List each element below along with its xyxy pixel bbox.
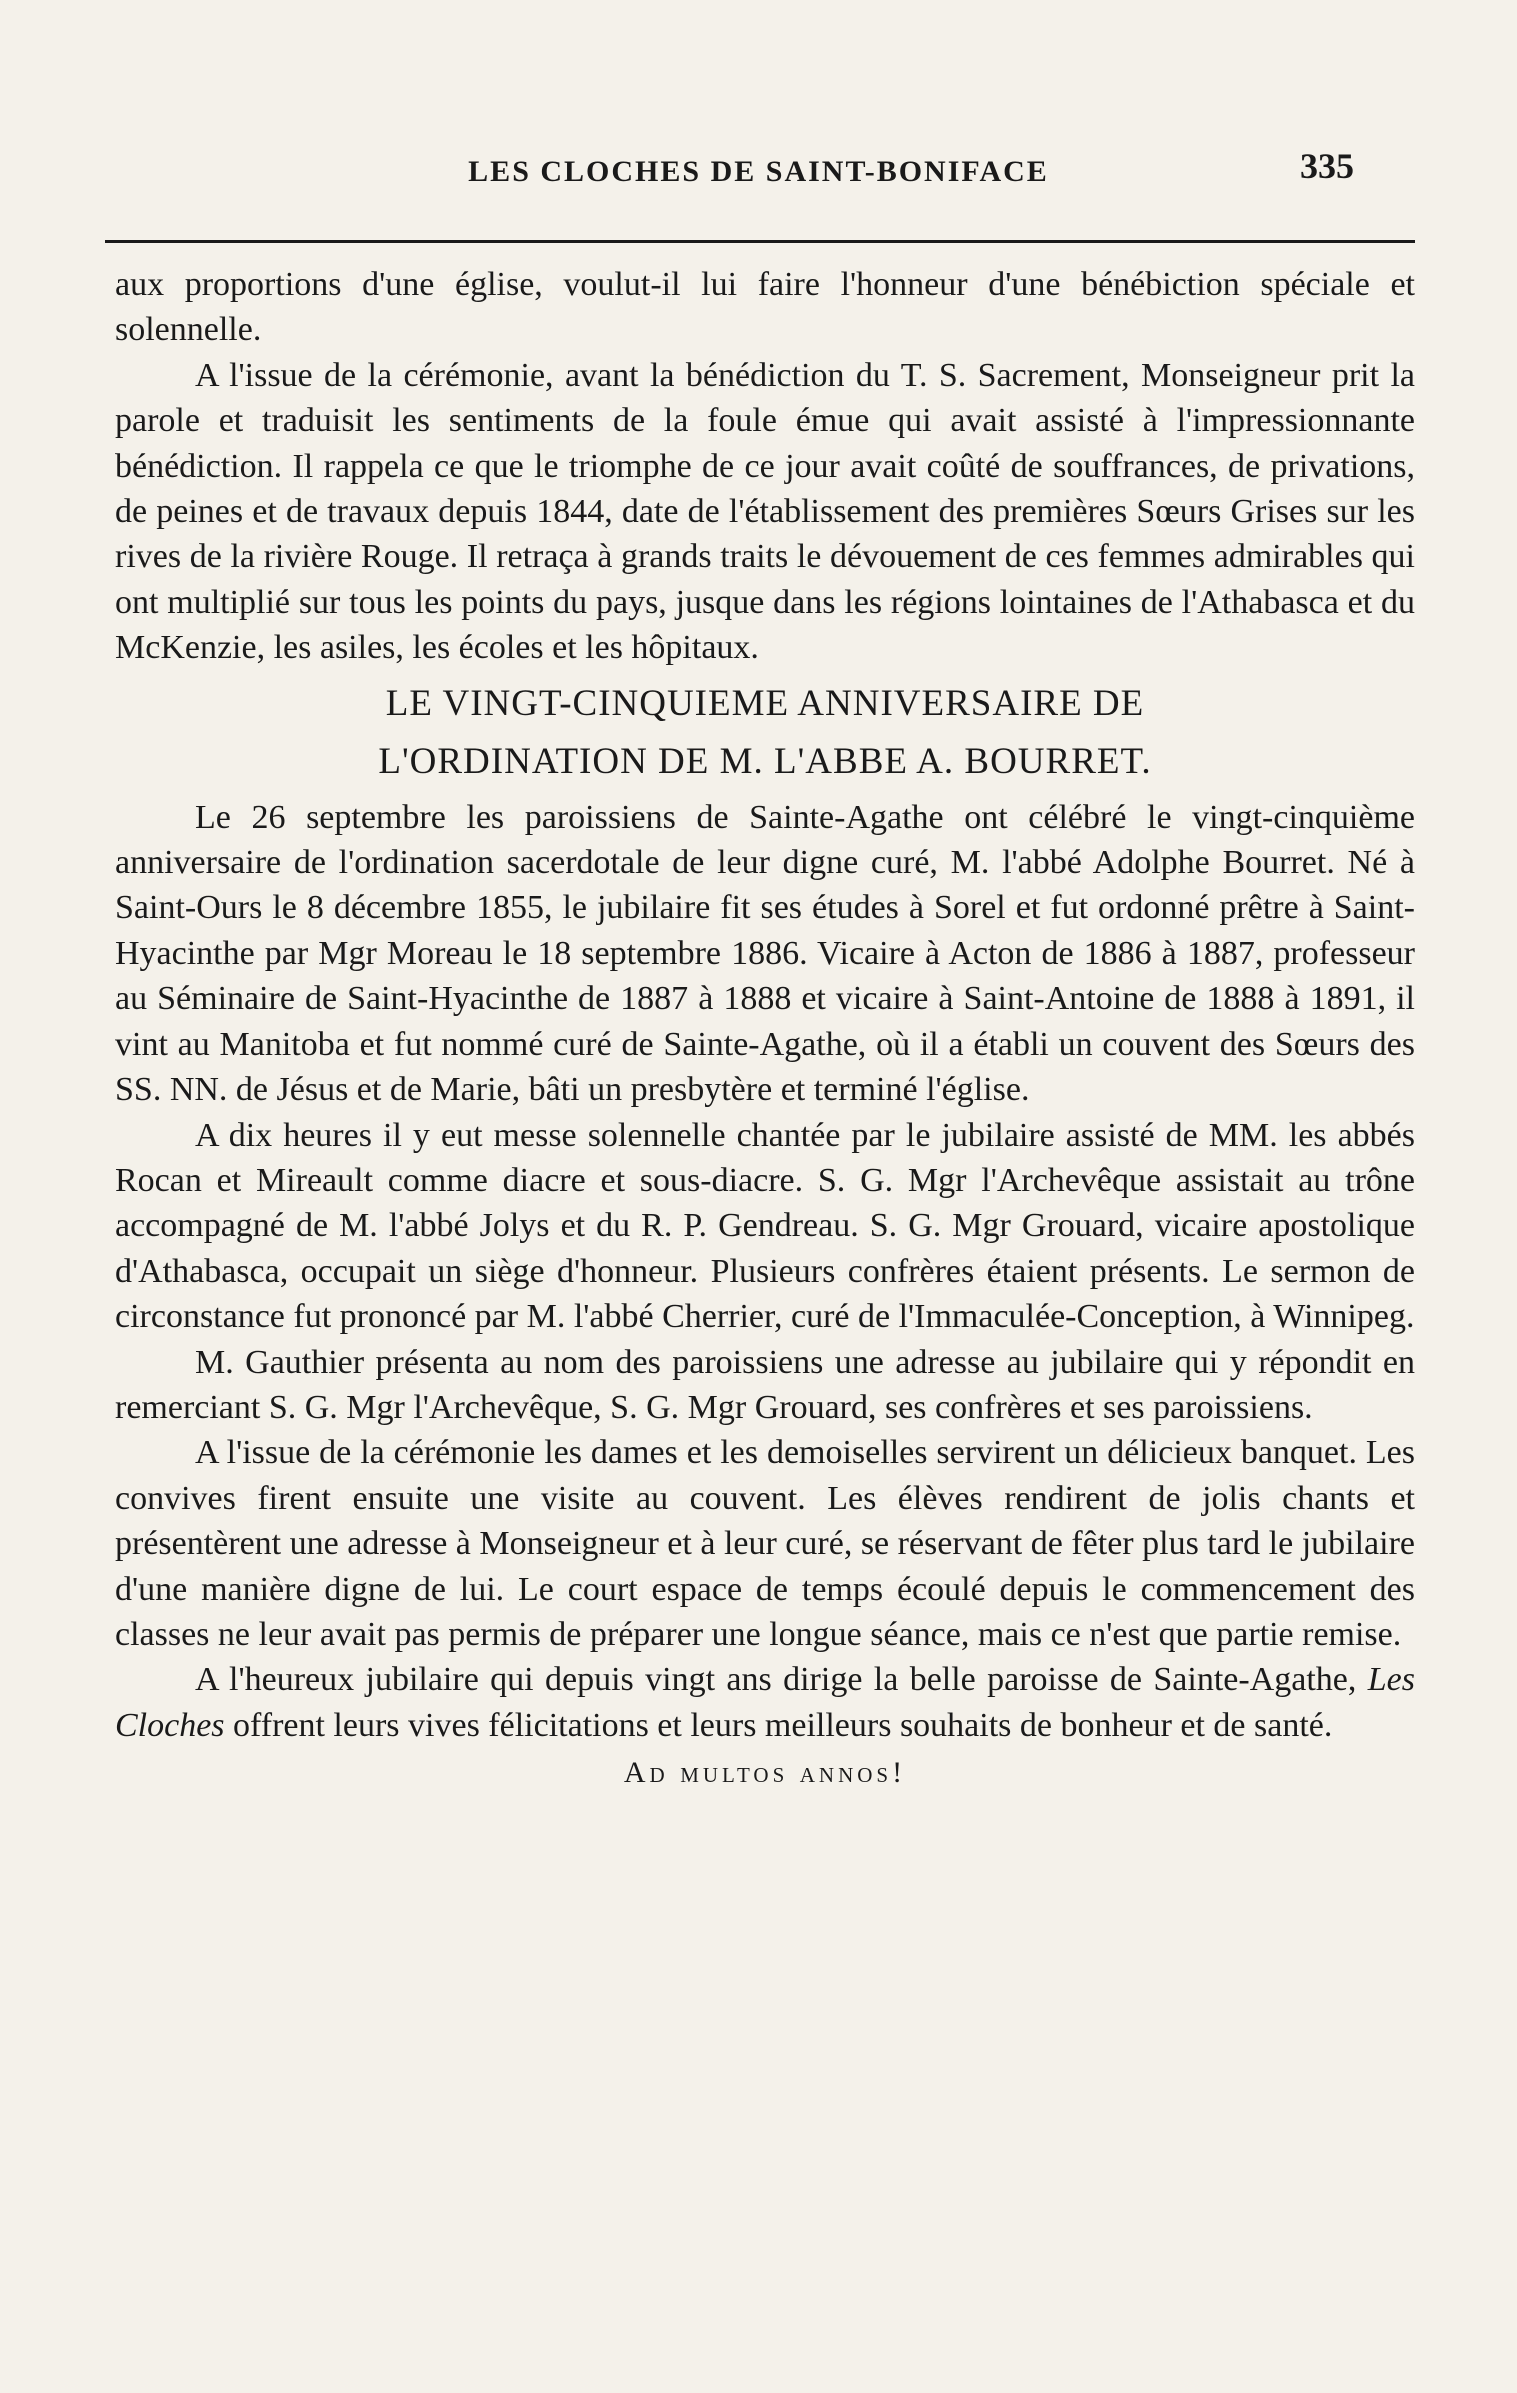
paragraph-ceremony: A l'issue de la cérémonie, avant la bénédiction du T. S. Sacrement, Monseigneur prit la parole et traduisit les sentiments de la foule émue qui avait assisté à l'impressionnante bénédiction. Il rappela ce que le triomphe de ce jour avait coûté de souffrances, de privations, de peines et de travaux depuis 1844, date de l'établissement des premières Sœurs Grises sur les rives de la rivière Rouge. Il retraça à grands traits le dévouement de ces femmes admirables qui ont multiplié sur tous les points du pays, jusque dans les régions lointaines de l'Athabasca et du McKenzie, les asiles, les écoles et les hôpitaux. [115, 356, 1415, 667]
paragraph-congratulations [115, 1657, 1415, 1748]
congratulations-text-end: offrent leurs vives félicitations et leurs meilleurs souhaits de bonheur et de santé. [224, 1706, 1333, 1744]
section-heading [115, 675, 1415, 791]
paragraph-anniversary: Le 26 septembre les paroissiens de Sainte-Agathe ont célébré le vingt-cinquième anniversaire de l'ordination sacerdotale de leur digne curé, M. l'abbé Adolphe Bourret. Né à Saint-Ours le 8 décembre 1855, le jubilaire fit ses études à Sorel et fut ordonné prêtre à Saint-Hyacinthe par Mgr Moreau le 18 septembre 1886. Vicaire à Acton de 1886 à 1887, professeur au Séminaire de Saint-Hyacinthe de 1887 à 1888 et vicaire à Saint-Antoine de 1888 à 1891, il vint au Manitoba et fut nommé curé de Sainte-Agathe, où il a établi un couvent des Sœurs des SS. NN. de Jésus et de Marie, bâti un presbytère et terminé l'église. [115, 798, 1415, 1109]
header-rule [105, 240, 1415, 243]
journal-title: Les Cloches [115, 1661, 1415, 1744]
running-head: LES CLOCHES DE SAINT-BONIFACE [468, 155, 1049, 188]
paragraph-banquet: A l'issue de la cérémonie les dames et les demoiselles servirent un délicieux banquet. Les convives firent ensuite une visite au couvent. Les élèves rendirent de jolis chants et présentèrent une adresse à Monseigneur et à leur curé, se réservant de fêter plus tard le jubilaire d'une manière digne de lui. Le court espace de temps écoulé depuis le commencement des classes ne leur avait pas permis de préparer une longue séance, mais ce n'est que partie remise. [115, 1434, 1415, 1653]
congratulations-text-start: A l'heureux jubilaire qui depuis vingt ans dirige la belle paroisse de Sainte-Agathe, [195, 1661, 1368, 1699]
section-heading-line-1: LE VINGT-CINQUIEME ANNIVERSAIRE DE [385, 682, 1145, 724]
paragraph-address: M. Gauthier présenta au nom des paroissiens une adresse au jubilaire qui y répondit en remerciant S. G. Mgr l'Archevêque, S. G. Mgr Grouard, ses confrères et ses paroissiens. [115, 1343, 1415, 1426]
paragraph-mass: A dix heures il y eut messe solennelle chantée par le jubilaire assisté de MM. les abbés Rocan et Mireault comme diacre et sous-diacre. S. G. Mgr l'Archevêque assistait au trône accompagné de M. l'abbé Jolys et du R. P. Gendreau. S. G. Mgr Grouard, vicaire apostolique d'Athabasca, occupait un siège d'honneur. Plusieurs confrères étaient présents. Le sermon de circonstance fut prononcé par M. l'abbé Cherrier, curé de l'Immaculée-Conception, à Winnipeg. [115, 1116, 1415, 1336]
body-text [115, 262, 1415, 1796]
page-number: 335 [1300, 146, 1354, 186]
paragraph-continued: aux proportions d'une église, voulut-il lui faire l'honneur d'une bénébiction spéciale et solennelle. [115, 266, 1415, 349]
closing-motto: Ad multos annos! [623, 1756, 907, 1790]
section-heading-line-2: L'ORDINATION DE M. L'ABBE A. BOURRET. [378, 740, 1152, 782]
